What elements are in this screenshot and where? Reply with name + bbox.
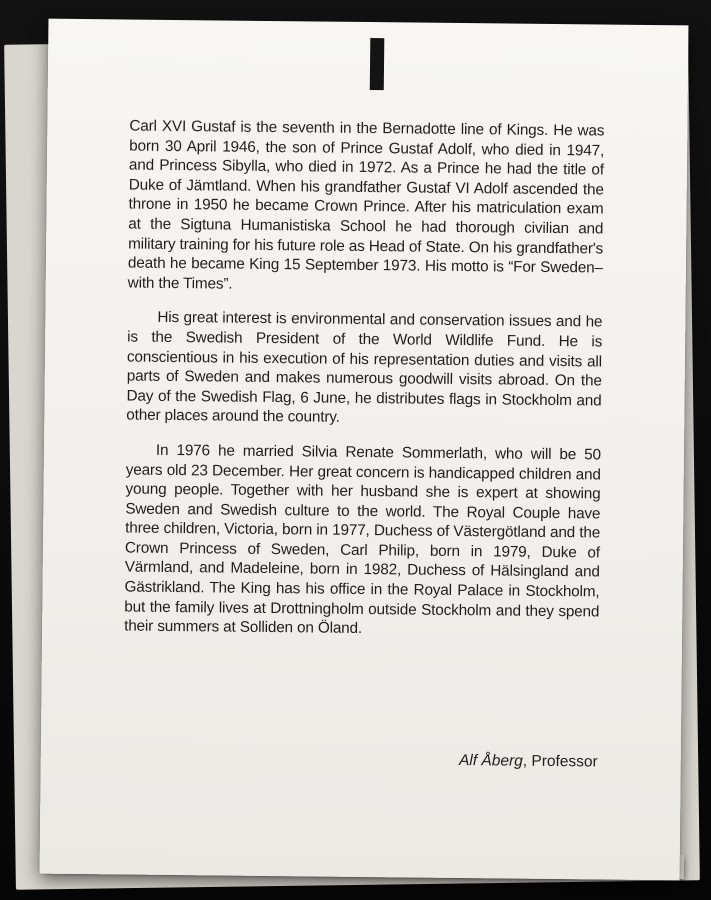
author-name: Alf Åberg — [458, 752, 523, 770]
paragraph-3: In 1976 he married Silvia Renate Sommerlath, who will be 50 years old 23 December. Her great concern is handicapped children and young people. Together with her husband she is expert at showing Sweden and Swedish culture to the world. The Royal Couple have three children, Victoria, born in 1977, Duchess of Västergötland and the Crown Princess of Sweden, Carl Philip, born in 1979, Duke of Värmland, and Madeleine, born in 1982, Duchess of Hälsingland and Gästrikland. The King has his office in the Royal Palace in Stockholm, but the family lives at Drottningholm outside Stockholm and they spend their summers at Solliden on Öland. — [124, 441, 602, 638]
author-title: Professor — [531, 752, 598, 771]
signature-comma: , — [522, 752, 528, 770]
black-bar-marker — [370, 38, 385, 90]
paper-sheet — [40, 19, 689, 881]
biography-text — [124, 117, 605, 657]
signature-line — [123, 748, 598, 771]
paragraph-1: Carl XVI Gustaf is the seventh in the Bernadotte line of Kings. He was born 30 April 1946, the son of Prince Gustaf Adolf, who died in 1947, and Princess Sibylla, who died in 1972. As a Prince he had the title of Duke of Jämtland. When his grandfather Gustaf VI Adolf ascended the throne in 1950 he became Crown Prince. After his matriculation exam at the Sigtuna Humanistiska School he had thorough civilian and military training for his future role as Head of State. On his grandfather's death he became King 15 September 1973. His motto is “For Sweden–with the Times”. — [127, 117, 605, 293]
paragraph-2: His great interest is environmental and conservation issues and he is the Swedish President of the World Wildlife Fund. He is conscientious in his execution of his representation duties and visits all parts of Sweden and makes numerous goodwill visits abroad. On the Day of the Swedish Flag, 6 June, he distributes flags in Stockholm and other places around the country. — [126, 309, 603, 427]
